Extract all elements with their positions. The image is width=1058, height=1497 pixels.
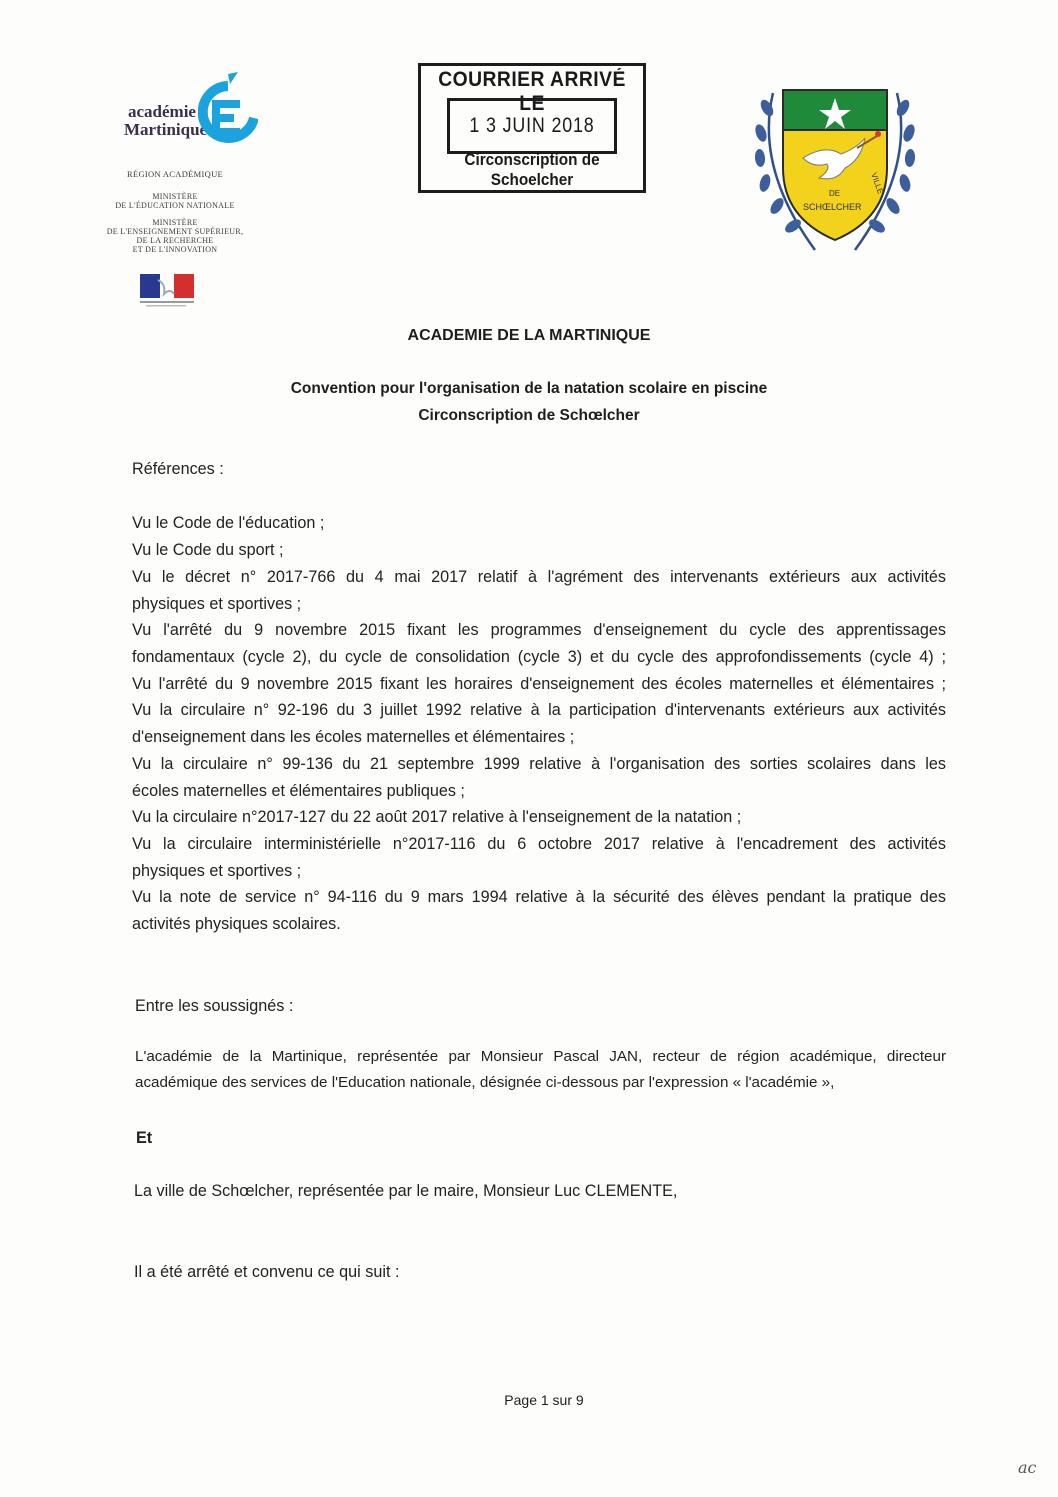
reference-line: activités physiques scolaires. bbox=[132, 915, 341, 933]
reference-line: Vu la circulaire interministérielle n°2017-116 du 6 octobre 2017 relative à l'encadrement des activités bbox=[132, 835, 946, 853]
ministry1-l1: MINISTÈRE bbox=[152, 192, 198, 201]
reference-line: Vu l'arrêté du 9 novembre 2015 fixant les programmes d'enseignement du cycle des apprentissages bbox=[132, 621, 946, 639]
ministry2-l4: ET DE L'INNOVATION bbox=[132, 245, 218, 254]
academie-logo bbox=[120, 72, 265, 152]
initials: ac bbox=[1018, 1458, 1037, 1477]
crest-text-ville: VILLE bbox=[869, 171, 886, 196]
et-label: Et bbox=[136, 1129, 153, 1147]
stamp-title: COURRIER ARRIVÉ LE bbox=[438, 68, 626, 115]
stamp-date: 1 3 JUIN 2018 bbox=[469, 114, 595, 137]
crest-text-schoelcher: SCHŒLCHER bbox=[803, 202, 862, 212]
ministry2-l2: DE L'ENSEIGNEMENT SUPÉRIEUR, bbox=[106, 227, 244, 236]
subtitle-line2: Circonscription de Schœlcher bbox=[418, 407, 640, 424]
references-label: Références : bbox=[132, 460, 224, 478]
agreed-statement: Il a été arrêté et convenu ce qui suit : bbox=[134, 1263, 400, 1281]
reference-line: Vu le Code du sport ; bbox=[132, 541, 284, 559]
party1-line1: L'académie de la Martinique, représentée par Monsieur Pascal JAN, recteur de région académique, directeur bbox=[135, 1048, 946, 1065]
region-label: RÉGION ACADÉMIQUE bbox=[127, 169, 223, 179]
ministry2-l1: MINISTÈRE bbox=[152, 218, 198, 227]
crest-text-de: DE bbox=[829, 189, 841, 198]
ministry1-l2: DE L'ÉDUCATION NATIONALE bbox=[115, 201, 235, 210]
reference-line: fondamentaux (cycle 2), du cycle de consolidation (cycle 3) et du cycle des approfondissements (cycle 4) ; bbox=[132, 648, 946, 666]
reference-line: Vu le Code de l'éducation ; bbox=[132, 514, 325, 532]
party1-line2: académique des services de l'Education nationale, désignée ci-dessous par l'expression « l'académie », bbox=[135, 1074, 835, 1091]
academie-e-icon bbox=[198, 72, 258, 154]
stamp-footer: Circonscription de Schoelcher bbox=[464, 150, 600, 189]
republique-flag-icon bbox=[140, 274, 196, 308]
reference-line: d'enseignement dans les écoles maternelles et élémentaires ; bbox=[132, 728, 575, 746]
stamp-date-box bbox=[447, 98, 617, 154]
received-stamp bbox=[418, 63, 646, 193]
academie-word: académie bbox=[128, 102, 196, 121]
reference-line: Vu la circulaire n°2017-127 du 22 août 2017 relative à l'enseignement de la natation ; bbox=[132, 808, 742, 826]
parties-label: Entre les soussignés : bbox=[135, 997, 294, 1015]
reference-line: Vu la note de service n° 94-116 du 9 mars 1994 relative à la sécurité des élèves pendant la pratique des bbox=[132, 888, 946, 906]
reference-line: Vu l'arrêté du 9 novembre 2015 fixant les horaires d'enseignement des écoles maternelles et élémentaires ; bbox=[132, 675, 946, 693]
page-title: ACADEMIE DE LA MARTINIQUE bbox=[407, 327, 651, 344]
reference-line: physiques et sportives ; bbox=[132, 595, 302, 613]
schoelcher-crest-icon bbox=[745, 78, 925, 258]
party2: La ville de Schœlcher, représentée par le maire, Monsieur Luc CLEMENTE, bbox=[134, 1182, 678, 1200]
subtitle-line1: Convention pour l'organisation de la natation scolaire en piscine bbox=[290, 380, 768, 397]
reference-line: Vu la circulaire n° 92-196 du 3 juillet 1992 relative à la participation d'intervenants extérieurs aux activités bbox=[132, 701, 946, 719]
reference-line: Vu le décret n° 2017-766 du 4 mai 2017 relatif à l'agrément des intervenants extérieurs aux activités bbox=[132, 568, 946, 586]
ministry2-l3: DE LA RECHERCHE bbox=[136, 236, 214, 245]
reference-line: physiques et sportives ; bbox=[132, 862, 302, 880]
page-number: Page 1 sur 9 bbox=[504, 1392, 584, 1408]
reference-line: Vu la circulaire n° 99-136 du 21 septembre 1999 relative à l'organisation des sorties scolaires dans les bbox=[132, 755, 946, 773]
martinique-word: Martinique bbox=[124, 120, 208, 139]
reference-line: écoles maternelles et élémentaires publiques ; bbox=[132, 782, 465, 800]
